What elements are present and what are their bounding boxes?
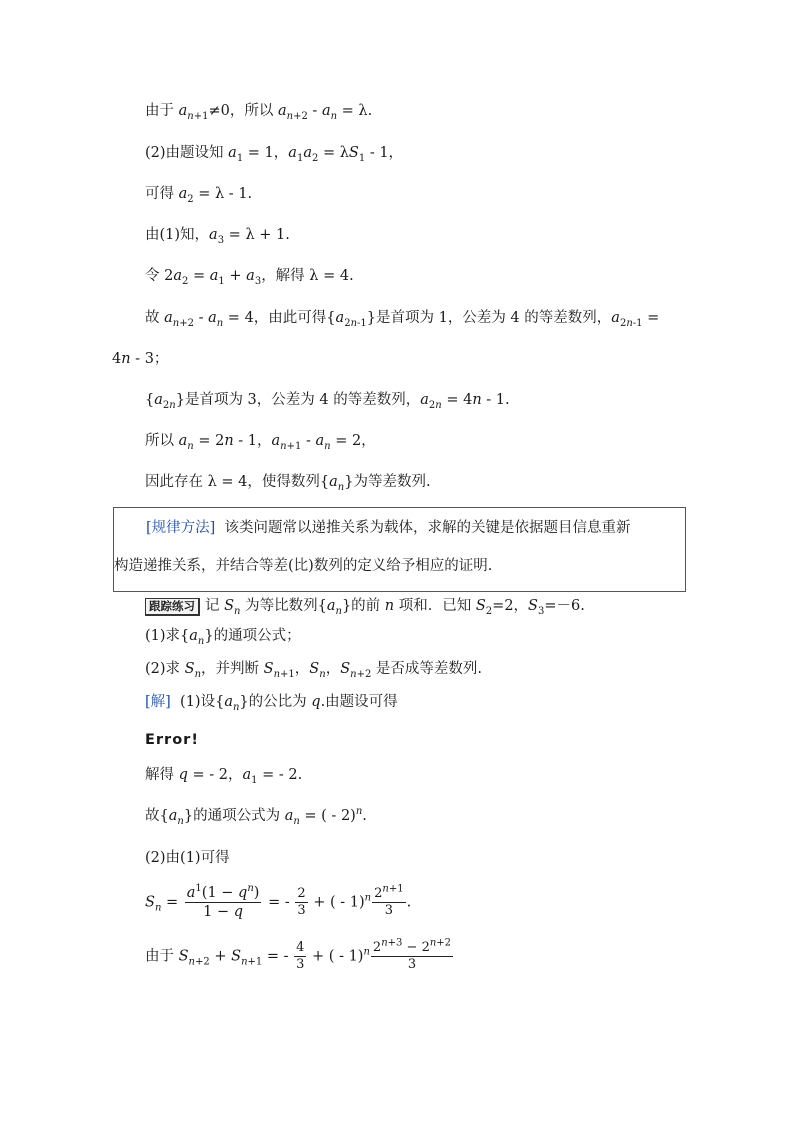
- method-line-1: [146, 518, 631, 538]
- solution-line-10: 因此存在 λ = 4，使得数列$\{a_n\}$为等差数列.: [145, 474, 431, 493]
- solution-line-9: 所以 $a_n = 2n - 1$，$a_{n+1} - a_n = 2$，: [145, 433, 376, 452]
- sum-formula: $S_n$ = $\frac{a^1(1 - q^n)}{1 - q}$ = - $\frac{2}{3}$ + ( - 1)$^n$ $\frac{2^{n+1}}{3}$ .: [145, 883, 412, 920]
- four-thirds-fraction: $\frac{4}{3}$: [296, 940, 305, 972]
- solution-line-7: 4n - 3；: [112, 351, 169, 367]
- solution-line-3: 可得 $a_2 = \lambda - 1$.: [145, 186, 253, 205]
- solution-general-term: 故$\{a_n\}$的通项公式为 $a_n$ = ( - 2)$^n$.: [145, 806, 367, 827]
- solution-q-result: 解得 q = - 2，$a_1$ = - 2.: [145, 767, 303, 786]
- solution-line-2: (2)由题设知 $a_1 = 1$，$a_1a_2 = \lambda S_1 - 1$，: [145, 145, 404, 164]
- power-fraction: $\frac{2^{n+1}}{3}$: [374, 883, 404, 918]
- two-thirds-fraction: $\frac{2}{3}$: [297, 886, 306, 918]
- sum-fraction: $\frac{a^1(1 - q^n)}{1 - q}$: [186, 883, 260, 920]
- difference-fraction: $\frac{2^{n+3} - 2^{n+2}}{3}$: [372, 937, 452, 972]
- solution-line-1: 由于 $a_{n+1}\ne 0$，所以 $a_{n+2} - a_n = \lambda$.: [145, 103, 373, 122]
- practice-statement: 跟踪练习 记 $S_n$ 为等比数列$\{a_n\}$的前 n 项和．已知 $S_2=2$，$S_3=-6$.: [145, 596, 585, 616]
- solution-line-8: $\{a_{2n}\}$是首项为 3，公差为 4 的等差数列，$a_{2n} = 4n - 1$.: [145, 392, 510, 411]
- solution-line-5: 令 $2a_2 = a_1 + a_3$，解得 λ = 4.: [145, 268, 354, 287]
- method-text-1: 该类问题常以递推关系为载体，求解的关键是依据题目信息重新: [224, 520, 631, 536]
- solution-intro: [解] (1)设$\{a_n\}$的公比为 q.由题设可得: [145, 694, 398, 713]
- sum-relation: 由于 $S_{n+2} + S_{n+1}$ = - $\frac{4}{3}$ + ( - 1)$^n$ $\frac{2^{n+3} - 2^{n+2}}{3}$: [145, 937, 452, 972]
- method-text-2: 构造递推关系，并结合等差(比)数列的定义给予相应的证明.: [114, 558, 493, 574]
- solution-line-6: 故 $a_{n+2} - a_n = 4$，由此可得$\{a_{2n-1}\}$是首项为 1，公差为 4 的等差数列，$a_{2n-1}$ =: [145, 310, 660, 329]
- solution-line-4: 由(1)知，$a_3 = \lambda + 1$.: [145, 227, 290, 246]
- solution-tag: [解]: [145, 694, 171, 710]
- practice-question-2: (2)求 $S_n$，并判断 $S_{n+1}$，$S_n$，$S_{n+2}$ 是否成等差数列.: [145, 661, 483, 680]
- method-line-2: [114, 556, 492, 576]
- method-summary-box: [113, 507, 686, 592]
- practice-question-1: (1)求$\{a_n\}$的通项公式；: [145, 628, 301, 647]
- error-text: Error!: [145, 732, 199, 748]
- solution-part2-intro: (2)由(1)可得: [145, 850, 230, 866]
- practice-tag: 跟踪练习: [145, 598, 200, 616]
- method-tag: [规律方法]: [146, 520, 216, 536]
- error-placeholder: [145, 730, 199, 750]
